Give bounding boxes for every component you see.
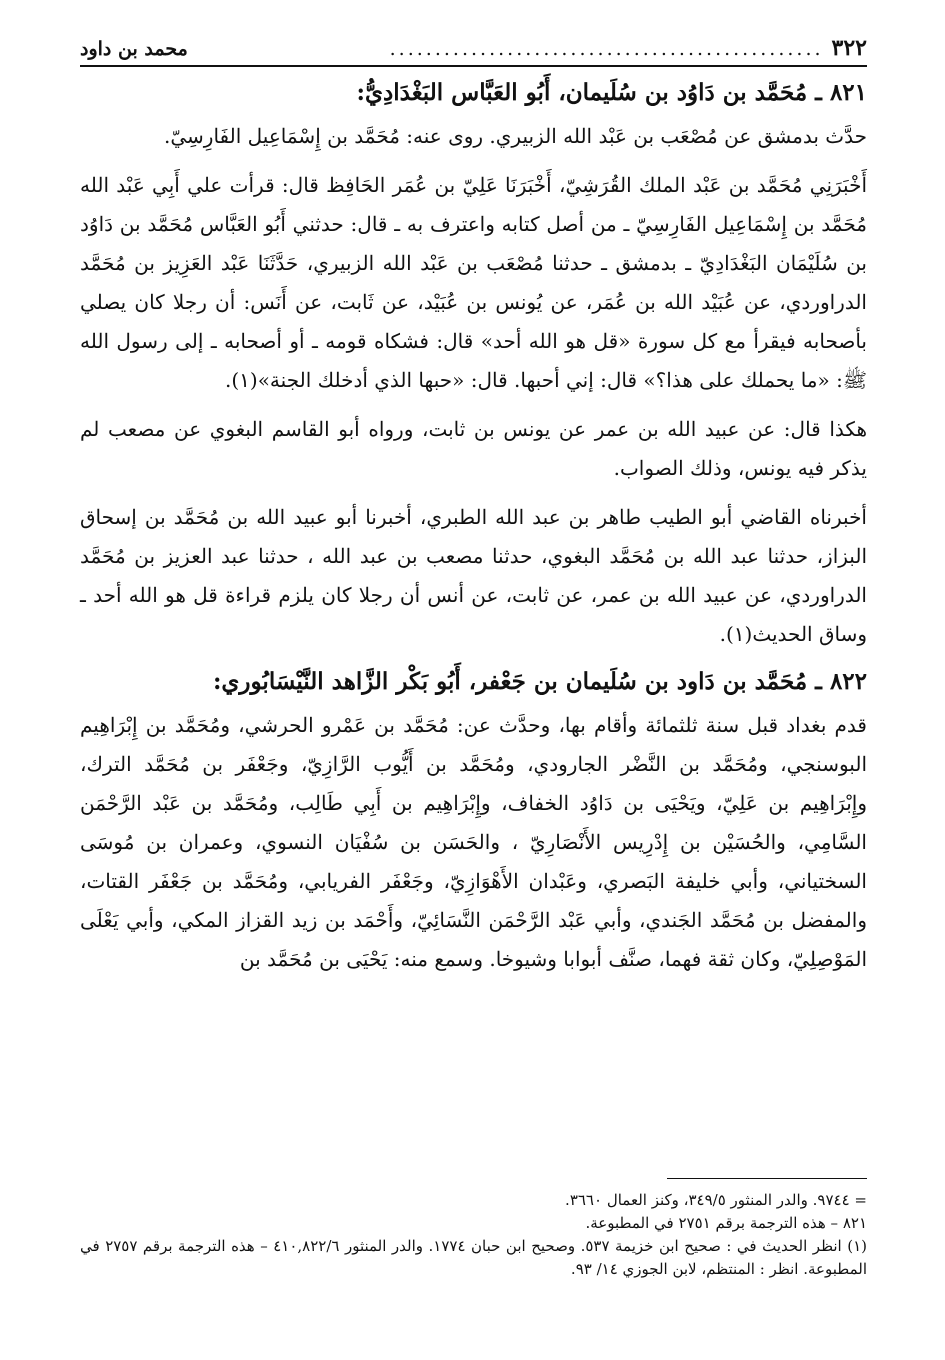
running-title: محمد بن داود <box>80 38 188 60</box>
entry-paragraph: أَخْبَرَنِي مُحَمَّد بن عَبْد الملك القُرَشِيّ، أَخْبَرَنَا عَلِيّ بن عُمَر الحَافِظ قال: قرأت علي أَبِي عَبْد الله مُحَمَّد بن إِسْمَاعِيل الفَارِسِيّ ـ من أصل كتابه واعترف به ـ قال: حدثني أَبُو العَبَّاس مُحَمَّد بن دَاوُد بن سُلَيْمَان البَغْدَادِيّ ـ بدمشق ـ حدثنا مُصْعَب بن عَبْد الله الزبيري، حَدَّثَنَا عَبْد العَزِيز بن مُحَمَّد الدراوردي، عن عُبَيْد الله بن عُمَر، عن يُونس بن عُبَيْد، عن ثَابت، عن أَنَس: أن رجلا كان يصلي بأصحابه فيقرأ مع كل سورة «قل هو الله أحد» قال: فشكاه قومه ـ أو أصحابه ـ إلى رسول الله ﷺ: «ما يحملك على هذا؟» قال: إني أحبها. قال: «حبها الذي أدخلك الجنة»(١). <box>80 173 867 392</box>
entry-paragraph: أخبرناه القاضي أبو الطيب طاهر بن عبد الله الطبري، أخبرنا أبو عبيد الله بن مُحَمَّد بن إسحاق البزاز، حدثنا عبد الله بن مُحَمَّد البغوي، حدثنا مصعب بن عبد الله ، حدثنا عبد العزيز بن مُحَمَّد الدراوردي، عن عبيد الله بن عمر، عن ثابت، عن أنس أن رجلا كان يلزم قراءة قل هو الله أحد ـ وساق الحديث(١). <box>80 505 867 646</box>
footnote: ٨٢١ – هذه الترجمة برقم ٢٧٥١ في المطبوعة. <box>585 1214 867 1232</box>
entry-paragraph: قدم بغداد قبل سنة ثلثمائة وأقام بها، وحدَّث عن: مُحَمَّد بن عَمْرو الحرشي، ومُحَمَّد بن إِبْرَاهِيم البوسنجي، ومُحَمَّد بن النَّضْر الجارودي، ومُحَمَّد بن أَيُّوب الرَّازِيّ، وجَعْفَر بن مُحَمَّد الترك، وإِبْرَاهِيم بن عَلِيّ، ويَحْيَى بن دَاوُد الخفاف، وإِبْرَاهِيم بن أَبِي طَالِب، ومُحَمَّد بن عَبْد الرَّحْمَن السَّامِي، والحُسَيْن بن إِدْرِيس الأَنْصَارِيّ ، والحَسَن بن سُفْيَان النسوي، وعمران بن مُوسَى السختياني، وأبي خليفة البَصري، وعَبْدان الأَهْوَازِيّ، وجَعْفَر الفريابي، ومُحَمَّد بن جَعْفَر القتات، والمفضل بن مُحَمَّد الجَندي، وأبي عَبْد الرَّحْمَن النَّسَائِيّ، وأَحْمَد بن زيد القزاز المكي، وأبي يَعْلَى المَوْصِلِيّ، وكان ثقة فهما، صنَّف أبوابا وشيوخا. وسمع منه: يَحْيَى بن مُحَمَّد بن <box>80 713 867 971</box>
entry-paragraph: حدَّث بدمشق عن مُصْعَب بن عَبْد الله الزبيري. روى عنه: مُحَمَّد بن إِسْمَاعِيل الفَارِسِيّ. <box>164 124 867 148</box>
entry-paragraph: هكذا قال: عن عبيد الله بن عمر عن يونس بن ثابت، ورواه أبو القاسم البغوي عن مصعب لم يذكر فيه يونس، وذلك الصواب. <box>80 417 867 480</box>
page-number: ٣٢٢ <box>831 35 867 61</box>
footnote: (١) انظر الحديث في : صحيح ابن خزيمة ٥٣٧. وصحيح ابن حبان ١٧٧٤. والدر المنثور ٤١٠,٨٢٢/٦ – هذه الترجمة برقم ٢٧٥٧ في المطبوعة. انظر : المنتظم، لابن الجوزي ١٤/ ٩٣. <box>80 1237 868 1278</box>
entry-821 <box>80 75 867 654</box>
entry-heading: ٨٢٢ ـ مُحَمَّد بن دَاود بن سُلَيمان بن جَعْفر، أَبُو بَكْر الزَّاهد النَّيْسَابُوري: <box>212 668 867 695</box>
entry-822 <box>80 664 867 979</box>
entry-heading: ٨٢١ ـ مُحَمَّد بن دَاوُد بن سُلَيمان، أَبُو العَبَّاس البَغْدَادِيُّ: <box>356 79 867 106</box>
header-dot-leader: ................................................ <box>389 38 824 60</box>
footnote: = ٩٧٤٤. والدر المنثور ٣٤٩/٥، وكنز العمال ٣٦٦٠. <box>565 1191 867 1209</box>
footnotes <box>80 1178 867 1281</box>
footnote-divider <box>667 1178 867 1179</box>
page-header <box>80 34 867 67</box>
